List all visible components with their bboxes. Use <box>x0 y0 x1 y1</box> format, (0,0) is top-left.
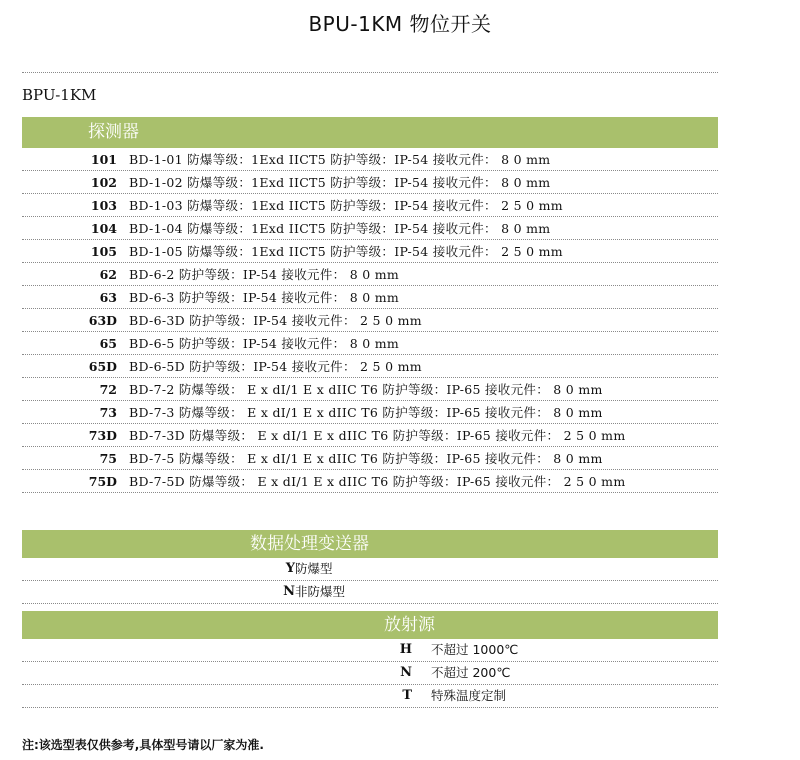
detector-desc: BD-6-5 防护等级：IP-54 接收元件： 8 0 mm <box>129 336 400 351</box>
detector-row <box>22 287 718 309</box>
transmitter-header <box>22 530 718 558</box>
page-title: BPU-1KM 物位开关 <box>308 12 492 36</box>
option-code: T <box>402 688 412 703</box>
detector-desc: BD-7-3 防爆等级： E x dI/1 E x dIIC T6 防护等级：IP-65 接收元件： 8 0 mm <box>129 405 603 420</box>
transmitter-row-n <box>22 581 718 604</box>
divider <box>22 72 718 73</box>
detector-row <box>22 356 718 378</box>
detector-desc: BD-7-5D 防爆等级： E x dI/1 E x dIIC T6 防护等级：IP-65 接收元件： 2 5 0 mm <box>129 474 626 489</box>
detector-code: 63 <box>99 290 117 305</box>
detector-code: 65D <box>88 359 117 374</box>
detector-desc: BD-1-02 防爆等级：1Exd IICT5 防护等级：IP-54 接收元件： 8 0 mm <box>129 175 551 190</box>
detector-desc: BD-1-01 防爆等级：1Exd IICT5 防护等级：IP-54 接收元件： 8 0 mm <box>129 152 551 167</box>
footnote: 注:该选型表仅供参考,具体型号请以厂家为准. <box>22 738 264 752</box>
detector-header <box>22 117 718 148</box>
detector-desc: BD-6-5D 防护等级：IP-54 接收元件： 2 5 0 mm <box>129 359 422 374</box>
detector-code: 102 <box>90 175 117 190</box>
detector-row <box>22 448 718 470</box>
option-desc: 非防爆型 <box>295 584 346 599</box>
detector-label: 探测器 <box>88 122 139 142</box>
option-desc: 不超过 1000℃ <box>431 642 519 657</box>
detector-code: 65 <box>99 336 117 351</box>
model-name: BPU-1KM <box>22 86 97 104</box>
source-row-h <box>22 639 718 662</box>
detector-row <box>22 379 718 401</box>
detector-code: 72 <box>99 382 117 397</box>
detector-row <box>22 149 718 171</box>
detector-code: 105 <box>90 244 117 259</box>
option-code: N <box>283 584 295 599</box>
detector-row <box>22 402 718 424</box>
option-desc: 防爆型 <box>295 561 333 576</box>
detector-row <box>22 195 718 217</box>
detector-code: 101 <box>90 152 117 167</box>
detector-row <box>22 264 718 286</box>
detector-desc: BD-6-2 防护等级：IP-54 接收元件： 8 0 mm <box>129 267 400 282</box>
source-label: 放射源 <box>384 615 435 635</box>
detector-desc: BD-7-2 防爆等级： E x dI/1 E x dIIC T6 防护等级：IP-65 接收元件： 8 0 mm <box>129 382 603 397</box>
source-header <box>22 611 718 639</box>
option-code: N <box>400 665 412 680</box>
detector-desc: BD-7-5 防爆等级： E x dI/1 E x dIIC T6 防护等级：IP-65 接收元件： 8 0 mm <box>129 451 603 466</box>
detector-desc: BD-1-04 防爆等级：1Exd IICT5 防护等级：IP-54 接收元件： 8 0 mm <box>129 221 551 236</box>
source-row-t <box>22 685 718 708</box>
detector-desc: BD-6-3D 防护等级：IP-54 接收元件： 2 5 0 mm <box>129 313 422 328</box>
detector-code: 104 <box>90 221 117 236</box>
detector-row <box>22 425 718 447</box>
detector-row <box>22 218 718 240</box>
detector-desc: BD-1-03 防爆等级：1Exd IICT5 防护等级：IP-54 接收元件： 2 5 0 mm <box>129 198 563 213</box>
detector-desc: BD-6-3 防护等级：IP-54 接收元件： 8 0 mm <box>129 290 400 305</box>
option-desc: 不超过 200℃ <box>431 665 511 680</box>
option-code: H <box>399 642 412 657</box>
detector-code: 62 <box>99 267 117 282</box>
transmitter-row-y <box>22 558 718 581</box>
option-code: Y <box>285 561 295 576</box>
option-desc: 特殊温度定制 <box>431 688 507 703</box>
detector-row <box>22 310 718 332</box>
source-row-n <box>22 662 718 685</box>
detector-desc: BD-7-3D 防爆等级： E x dI/1 E x dIIC T6 防护等级：IP-65 接收元件： 2 5 0 mm <box>129 428 626 443</box>
detector-code: 75D <box>88 474 117 489</box>
detector-code: 75 <box>99 451 117 466</box>
detector-row <box>22 241 718 263</box>
transmitter-label: 数据处理变送器 <box>250 534 369 554</box>
detector-row <box>22 471 718 493</box>
detector-code: 103 <box>90 198 117 213</box>
detector-row <box>22 333 718 355</box>
detector-row <box>22 172 718 194</box>
detector-code: 63D <box>88 313 117 328</box>
detector-code: 73 <box>99 405 117 420</box>
detector-desc: BD-1-05 防爆等级：1Exd IICT5 防护等级：IP-54 接收元件： 2 5 0 mm <box>129 244 563 259</box>
detector-code: 73D <box>88 428 117 443</box>
